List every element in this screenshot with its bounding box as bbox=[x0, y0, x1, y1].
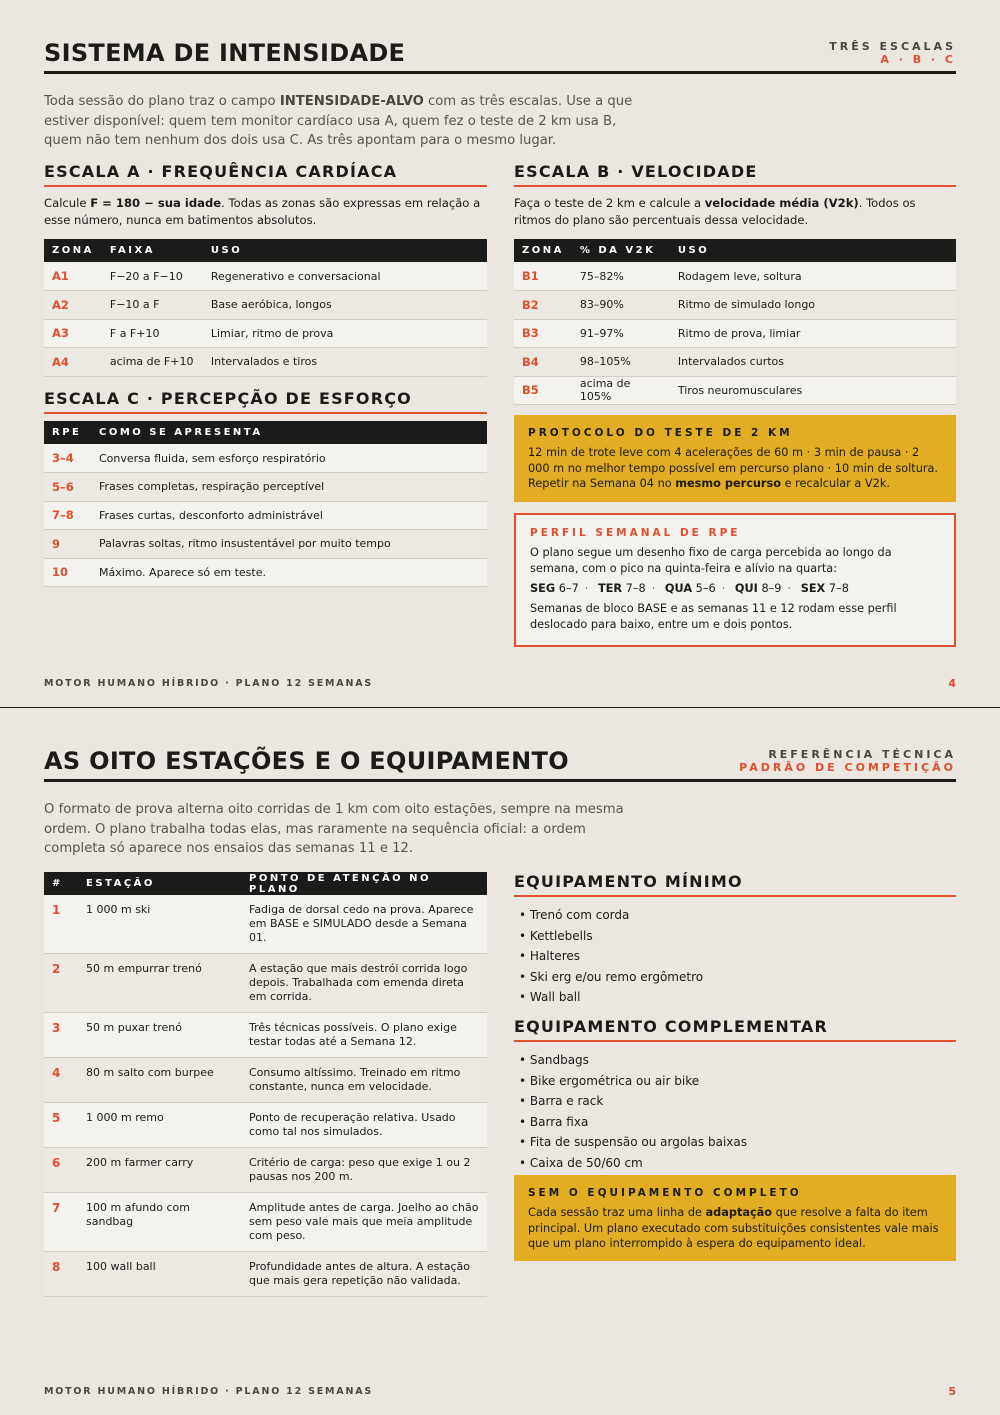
list-item: • Bike ergométrica ou air bike bbox=[519, 1073, 700, 1088]
rpe-profile-box bbox=[514, 513, 956, 647]
station-name: 80 m salto com burpee bbox=[78, 1058, 241, 1103]
desc-highlight: velocidade média (V2k) bbox=[704, 196, 859, 210]
table-row bbox=[44, 262, 487, 291]
separator: · bbox=[651, 582, 656, 596]
table-row bbox=[44, 1193, 487, 1252]
rpe-value: 10 bbox=[44, 558, 91, 587]
station-name: 50 m puxar trenó bbox=[78, 1013, 241, 1058]
day-label: TER bbox=[597, 582, 623, 596]
desc-text: Calcule bbox=[44, 196, 91, 210]
zone-use: Regenerativo e conversacional bbox=[203, 262, 487, 291]
table-row bbox=[44, 473, 487, 502]
zone-range: 75–82% bbox=[572, 262, 670, 291]
equipment-minimum-section bbox=[514, 872, 956, 1008]
table-row bbox=[44, 1013, 487, 1058]
zone-use: Ritmo de simulado longo bbox=[670, 291, 956, 320]
footer-text: MOTOR HUMANO HÍBRIDO · PLANO 12 SEMANAS bbox=[44, 1386, 373, 1397]
station-note: Amplitude antes de carga. Joelho ao chão sem peso vale mais que meia amplitude com peso. bbox=[241, 1193, 487, 1252]
header-tag-line1: REFERÊNCIA TÉCNICA bbox=[768, 748, 956, 761]
zone-code: B4 bbox=[514, 348, 572, 377]
day-label: QUA bbox=[664, 582, 693, 596]
station-note: Critério de carga: peso que exige 1 ou 2 pausas nos 200 m. bbox=[241, 1148, 487, 1193]
scale-c-title: ESCALA C · PERCEPÇÃO DE ESFORÇO bbox=[44, 389, 487, 414]
station-number: 1 bbox=[44, 895, 78, 954]
table-row bbox=[44, 444, 487, 473]
rpe-profile-note: Semanas de bloco BASE e as semanas 11 e 12 rodam esse perfil deslocado para baixo, entre um e dois pontos. bbox=[530, 602, 897, 632]
zone-range: F−10 a F bbox=[102, 291, 203, 320]
station-number: 5 bbox=[44, 1103, 78, 1148]
list-item: • Caixa de 50/60 cm bbox=[519, 1155, 643, 1170]
scale-b-table bbox=[514, 239, 956, 405]
table-row bbox=[44, 1058, 487, 1103]
station-note: Ponto de recuperação relativa. Usado como tal nos simulados. bbox=[241, 1103, 487, 1148]
zone-code: B2 bbox=[514, 291, 572, 320]
page-footer bbox=[44, 1386, 956, 1397]
stations-table bbox=[44, 872, 487, 1297]
day-value: 5–6 bbox=[695, 582, 716, 596]
rpe-description: Palavras soltas, ritmo insustentável por muito tempo bbox=[91, 530, 487, 559]
zone-code: A3 bbox=[44, 319, 102, 348]
day-value: 7–8 bbox=[625, 582, 646, 596]
zone-code: B1 bbox=[514, 262, 572, 291]
table-row bbox=[44, 530, 487, 559]
header-tag-line2: A · B · C bbox=[880, 53, 956, 66]
protocol-title: PROTOCOLO DO TESTE DE 2 KM bbox=[528, 427, 793, 439]
col-header: PONTO DE ATENÇÃO NO PLANO bbox=[241, 872, 487, 895]
station-note: A estação que mais destrói corrida logo depois. Trabalhada com emenda direta em corrida. bbox=[241, 954, 487, 1013]
table-row bbox=[514, 291, 956, 320]
protocol-box bbox=[514, 415, 956, 502]
header-tag-line2: PADRÃO DE COMPETIÇÃO bbox=[739, 761, 956, 774]
page-number: 4 bbox=[948, 677, 956, 690]
scale-b-description bbox=[514, 195, 956, 229]
rpe-description: Máximo. Aparece só em teste. bbox=[91, 558, 487, 587]
no-equipment-text-end: que resolve a falta do item principal. Um plano executado com substituições consistentes vale mais que um plano interrompido à espera do equipamento ideal. bbox=[528, 1206, 939, 1251]
protocol-text-end: e recalcular a V2k. bbox=[781, 477, 890, 491]
equipment-complementary-title: EQUIPAMENTO COMPLEMENTAR bbox=[514, 1017, 956, 1042]
station-name: 200 m farmer carry bbox=[78, 1148, 241, 1193]
table-row bbox=[44, 319, 487, 348]
station-name: 1 000 m remo bbox=[78, 1103, 241, 1148]
table-row bbox=[44, 1148, 487, 1193]
intro-paragraph bbox=[44, 92, 644, 151]
list-item: • Wall ball bbox=[519, 990, 581, 1004]
col-header: RPE bbox=[44, 421, 91, 444]
day-value: 8–9 bbox=[761, 582, 782, 596]
station-name: 100 wall ball bbox=[78, 1252, 241, 1297]
station-name: 1 000 m ski bbox=[78, 895, 241, 954]
list-item: • Sandbags bbox=[519, 1053, 589, 1067]
no-equipment-box bbox=[514, 1175, 956, 1261]
scale-c-section bbox=[44, 389, 487, 587]
zone-range: 83–90% bbox=[572, 291, 670, 320]
table-row bbox=[44, 501, 487, 530]
zone-use: Intervalados e tiros bbox=[203, 348, 487, 377]
zone-use: Intervalados curtos bbox=[670, 348, 956, 377]
intro-paragraph: O formato de prova alterna oito corridas de 1 km com oito estações, sempre na mesma ordem. O plano trabalha todas elas, mas raramente na sequência oficial: a ordem completa só aparece nos ensaios das semanas 11 e 12. bbox=[44, 802, 624, 856]
page-title: AS OITO ESTAÇÕES E O EQUIPAMENTO bbox=[44, 747, 569, 775]
page-header bbox=[44, 38, 956, 74]
zone-range: F a F+10 bbox=[102, 319, 203, 348]
desc-text-end: . Todas as zonas são expressas em relação a esse número, nunca em batimentos absolutos. bbox=[44, 196, 481, 227]
rpe-description: Frases curtas, desconforto administrável bbox=[91, 501, 487, 530]
col-header: USO bbox=[203, 239, 487, 262]
list-item: • Fita de suspensão ou argolas baixas bbox=[519, 1135, 747, 1149]
scale-a-title: ESCALA A · FREQUÊNCIA CARDÍACA bbox=[44, 162, 487, 187]
no-equipment-title: SEM O EQUIPAMENTO COMPLETO bbox=[528, 1187, 802, 1199]
station-number: 8 bbox=[44, 1252, 78, 1297]
equipment-complementary-section bbox=[514, 1017, 956, 1173]
table-row bbox=[44, 1103, 487, 1148]
desc-text-end: . Todos os ritmos do plano são percentuais dessa velocidade. bbox=[514, 196, 916, 227]
rpe-value: 5–6 bbox=[44, 473, 91, 502]
no-equipment-text bbox=[528, 1205, 942, 1252]
zone-range: F−20 a F−10 bbox=[102, 262, 203, 291]
intro-text: Toda sessão do plano traz o campo bbox=[44, 94, 280, 109]
zone-range: acima de F+10 bbox=[102, 348, 203, 377]
day-label: QUI bbox=[734, 582, 758, 596]
table-row bbox=[44, 291, 487, 320]
station-note: Consumo altíssimo. Treinado em ritmo constante, nunca em velocidade. bbox=[241, 1058, 487, 1103]
rpe-value: 9 bbox=[44, 530, 91, 559]
page-5 bbox=[0, 708, 1000, 1415]
station-name: 50 m empurrar trenó bbox=[78, 954, 241, 1013]
list-item: • Barra fixa bbox=[519, 1114, 589, 1129]
col-header: ZONA bbox=[514, 239, 572, 262]
protocol-text bbox=[528, 445, 942, 492]
zone-range: 98–105% bbox=[572, 348, 670, 377]
scale-b-title: ESCALA B · VELOCIDADE bbox=[514, 162, 956, 187]
stations-section bbox=[44, 872, 487, 1297]
day-value: 7–8 bbox=[828, 582, 849, 596]
station-note: Três técnicas possíveis. O plano exige testar todas até a Semana 12. bbox=[241, 1013, 487, 1058]
col-header: USO bbox=[670, 239, 956, 262]
footer-text: MOTOR HUMANO HÍBRIDO · PLANO 12 SEMANAS bbox=[44, 678, 373, 689]
equipment-minimum-title: EQUIPAMENTO MÍNIMO bbox=[514, 872, 956, 897]
zone-use: Tiros neuromusculares bbox=[670, 376, 956, 405]
rpe-value: 3–4 bbox=[44, 444, 91, 473]
station-note: Fadiga de dorsal cedo na prova. Aparece em BASE e SIMULADO desde a Semana 01. bbox=[241, 895, 487, 954]
rpe-value: 7–8 bbox=[44, 501, 91, 530]
station-number: 3 bbox=[44, 1013, 78, 1058]
station-number: 4 bbox=[44, 1058, 78, 1103]
station-number: 7 bbox=[44, 1193, 78, 1252]
table-row bbox=[514, 376, 956, 405]
table-row bbox=[44, 348, 487, 377]
zone-use: Limiar, ritmo de prova bbox=[203, 319, 487, 348]
table-row bbox=[44, 558, 487, 587]
desc-formula: F = 180 − sua idade bbox=[90, 196, 222, 210]
separator: · bbox=[721, 582, 726, 596]
separator: · bbox=[787, 582, 792, 596]
rpe-description: Frases completas, respiração perceptível bbox=[91, 473, 487, 502]
zone-use: Rodagem leve, soltura bbox=[670, 262, 956, 291]
zone-range: acima de 105% bbox=[572, 376, 670, 405]
col-header: COMO SE APRESENTA bbox=[91, 421, 487, 444]
list-item: • Trenó com corda bbox=[519, 908, 630, 922]
page-number: 5 bbox=[948, 1385, 956, 1398]
list-item: • Kettlebells bbox=[519, 928, 593, 943]
zone-code: A2 bbox=[44, 291, 102, 320]
zone-code: A1 bbox=[44, 262, 102, 291]
equipment-complementary-list bbox=[514, 1050, 956, 1173]
scale-a-description bbox=[44, 195, 487, 229]
zone-use: Ritmo de prova, limiar bbox=[670, 319, 956, 348]
page-footer bbox=[44, 678, 956, 689]
weekly-rpe-list bbox=[530, 582, 940, 595]
table-row bbox=[44, 954, 487, 1013]
scale-a-section bbox=[44, 162, 487, 377]
col-header: ESTAÇÃO bbox=[78, 872, 241, 895]
equipment-minimum-list bbox=[514, 905, 956, 1008]
zone-code: A4 bbox=[44, 348, 102, 377]
page-4 bbox=[0, 0, 1000, 707]
scale-c-table bbox=[44, 421, 487, 587]
col-header: ZONA bbox=[44, 239, 102, 262]
day-label: SEG bbox=[530, 582, 556, 596]
zone-range: 91–97% bbox=[572, 319, 670, 348]
table-row bbox=[514, 348, 956, 377]
table-row bbox=[514, 262, 956, 291]
no-equipment-highlight: adaptação bbox=[705, 1206, 773, 1219]
intro-highlight: INTENSIDADE-ALVO bbox=[279, 94, 424, 109]
list-item: • Barra e rack bbox=[519, 1094, 604, 1108]
col-header: # bbox=[44, 872, 78, 895]
day-value: 6–7 bbox=[558, 582, 579, 596]
table-row bbox=[514, 319, 956, 348]
col-header: FAIXA bbox=[102, 239, 203, 262]
table-row bbox=[44, 895, 487, 954]
rpe-description: Conversa fluida, sem esforço respiratório bbox=[91, 444, 487, 473]
station-name: 100 m afundo com sandbag bbox=[78, 1193, 241, 1252]
zone-code: B3 bbox=[514, 319, 572, 348]
station-number: 6 bbox=[44, 1148, 78, 1193]
col-header: % DA V2K bbox=[572, 239, 670, 262]
zone-use: Base aeróbica, longos bbox=[203, 291, 487, 320]
rpe-profile-text: O plano segue um desenho fixo de carga percebida ao longo da semana, com o pico na quinta-feira e alívio na quarta: bbox=[530, 546, 892, 575]
separator: · bbox=[584, 582, 589, 596]
station-note: Profundidade antes de altura. A estação que mais gera repetição não validada. bbox=[241, 1252, 487, 1297]
protocol-highlight: mesmo percurso bbox=[675, 477, 781, 491]
header-tag-line1: TRÊS ESCALAS bbox=[829, 40, 956, 53]
no-equipment-text-start: Cada sessão traz uma linha de bbox=[528, 1206, 706, 1219]
day-label: SEX bbox=[800, 582, 826, 596]
desc-text: Faça o teste de 2 km e calcule a bbox=[514, 196, 705, 210]
table-row bbox=[44, 1252, 487, 1297]
header-tag bbox=[829, 40, 956, 66]
station-number: 2 bbox=[44, 954, 78, 1013]
zone-code: B5 bbox=[514, 376, 572, 405]
list-item: • Halteres bbox=[519, 949, 580, 963]
intro-text-end: com as três escalas. Use a que estiver disponível: quem tem monitor cardíaco usa A, quem fez o teste de 2 km usa B, quem não tem nenhum dos dois usa C. As três apontam para o mesmo lugar. bbox=[44, 94, 633, 148]
scale-b-section bbox=[514, 162, 956, 405]
page-header bbox=[44, 746, 956, 782]
header-tag bbox=[739, 748, 956, 774]
page-title: SISTEMA DE INTENSIDADE bbox=[44, 39, 406, 67]
rpe-profile-title: PERFIL SEMANAL DE RPE bbox=[530, 527, 741, 539]
list-item: • Ski erg e/ou remo ergômetro bbox=[519, 969, 704, 984]
scale-a-table bbox=[44, 239, 487, 377]
protocol-text-start: 12 min de trote leve com 4 acelerações de 60 m · 3 min de pausa · 2 000 m no melhor tempo possível em percurso plano · 10 min de soltura. Repetir na Semana 04 no bbox=[528, 446, 939, 491]
